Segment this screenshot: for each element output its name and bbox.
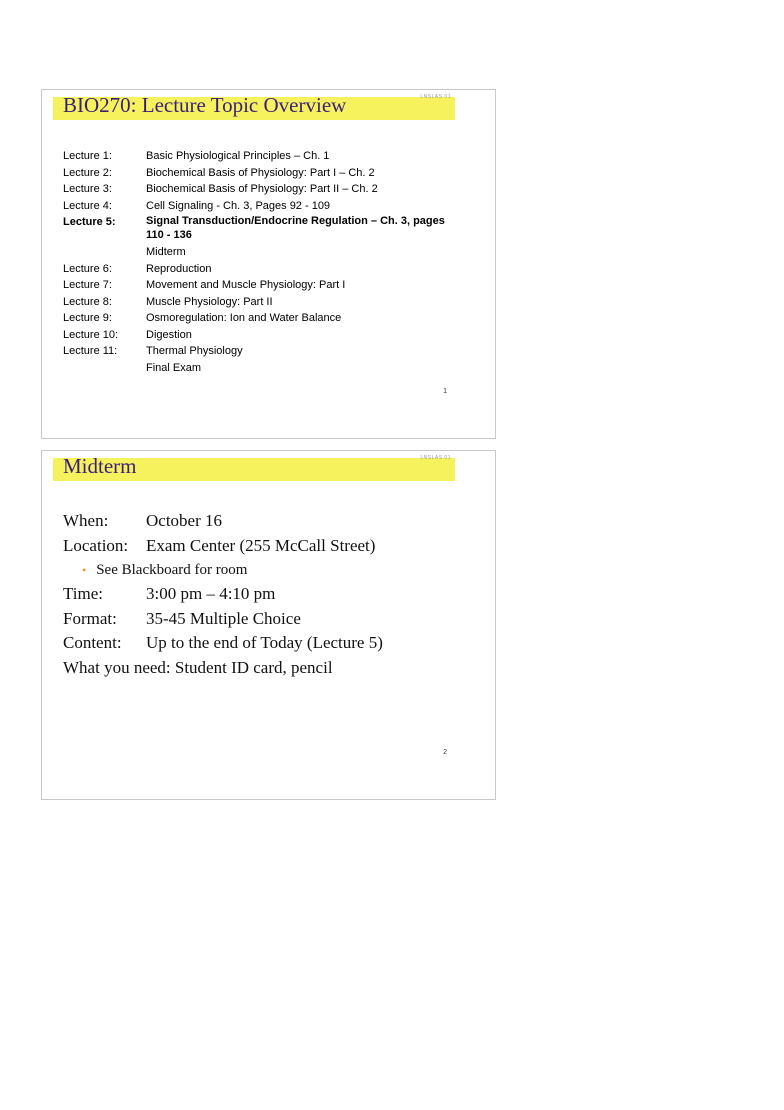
detail-label: Content: — [63, 633, 122, 653]
lecture-topic: Reproduction — [146, 262, 212, 275]
list-item — [63, 327, 463, 344]
list-item — [63, 360, 463, 377]
corner-tag: LNSLAS 01 — [420, 94, 451, 100]
midterm-details — [63, 509, 473, 681]
bullet-icon: • — [82, 563, 87, 578]
lecture-topic: Movement and Muscle Physiology: Part I — [146, 279, 346, 291]
lecture-topic: Midterm — [146, 246, 186, 258]
lecture-topic: Signal Transduction/Endocrine Regulation – Ch. 3, pages 110 - 136 — [146, 215, 445, 241]
lecture-number: Lecture 3: — [63, 183, 112, 195]
lecture-number — [63, 360, 146, 377]
detail-label: When: — [63, 511, 109, 530]
detail-need-text: What you need: Student ID card, pencil — [63, 657, 333, 677]
lecture-number: Lecture 11: — [63, 345, 118, 357]
slide-title: BIO270: Lecture Topic Overview — [63, 93, 347, 117]
lecture-number: Lecture 9: — [63, 312, 112, 324]
detail-label: Location: — [63, 535, 129, 555]
list-item — [63, 181, 463, 198]
lecture-topic: Thermal Physiology — [146, 345, 243, 357]
list-item — [63, 277, 463, 294]
detail-label: Time: — [63, 584, 104, 604]
detail-need — [63, 656, 473, 681]
detail-location — [63, 534, 473, 559]
list-item — [63, 294, 463, 311]
list-item — [63, 198, 463, 215]
detail-content — [63, 631, 473, 656]
lecture-number: Lecture 6: — [63, 262, 112, 275]
detail-value: Exam Center (255 McCall Street) — [146, 535, 376, 555]
lecture-number: Lecture 7: — [63, 279, 112, 291]
lecture-list — [63, 148, 463, 376]
lecture-topic: Digestion — [146, 328, 192, 341]
lecture-number: Lecture 5: — [63, 216, 116, 228]
detail-time — [63, 582, 473, 607]
lecture-number — [63, 244, 146, 261]
slide-title: Midterm — [63, 454, 137, 478]
lecture-topic: Final Exam — [146, 361, 202, 374]
detail-value: 3:00 pm – 4:10 pm — [146, 584, 276, 604]
list-item — [63, 343, 463, 360]
lecture-number: Lecture 8: — [63, 295, 112, 308]
lecture-topic: Muscle Physiology: Part II — [146, 295, 273, 308]
slide-midterm — [41, 450, 496, 800]
page-number: 2 — [443, 749, 447, 756]
list-item-current — [63, 214, 463, 244]
lecture-number: Lecture 10: — [63, 328, 119, 341]
lecture-topic: Biochemical Basis of Physiology: Part II – Ch. 2 — [146, 183, 378, 195]
page-number: 1 — [443, 388, 447, 395]
list-item — [63, 148, 463, 165]
detail-value: October 16 — [146, 511, 223, 530]
detail-location-note — [63, 558, 473, 582]
lecture-number: Lecture 2: — [63, 166, 112, 179]
slide-lecture-overview — [41, 89, 496, 439]
list-item — [63, 310, 463, 327]
list-item — [63, 261, 463, 278]
corner-tag: LNSLAS 01 — [420, 455, 451, 461]
lecture-number: Lecture 4: — [63, 199, 112, 212]
lecture-topic: Osmoregulation: Ion and Water Balance — [146, 312, 342, 324]
detail-format — [63, 607, 473, 632]
detail-when — [63, 509, 473, 534]
lecture-topic: Basic Physiological Principles – Ch. 1 — [146, 150, 330, 162]
detail-note: See Blackboard for room — [96, 562, 248, 579]
list-item — [63, 165, 463, 182]
lecture-topic: Cell Signaling - Ch. 3, Pages 92 - 109 — [146, 199, 331, 212]
lecture-number: Lecture 1: — [63, 150, 112, 162]
detail-value: Up to the end of Today (Lecture 5) — [146, 633, 383, 653]
list-item — [63, 244, 463, 261]
detail-label: Format: — [63, 608, 117, 628]
lecture-topic: Biochemical Basis of Physiology: Part I – Ch. 2 — [146, 166, 375, 179]
detail-value: 35-45 Multiple Choice — [146, 608, 301, 628]
